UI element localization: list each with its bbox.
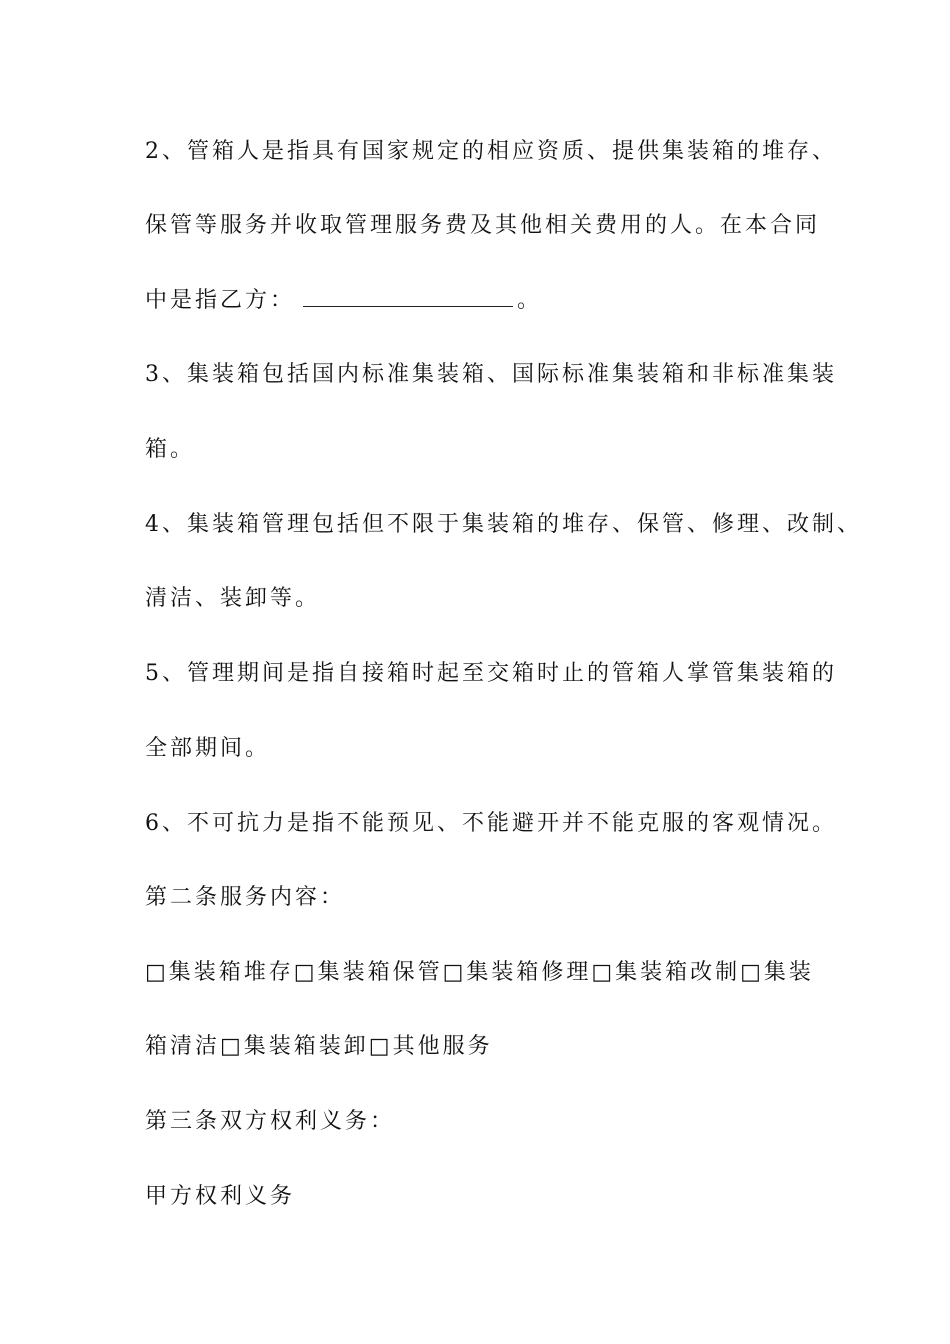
paragraph-line: 箱。 bbox=[145, 437, 196, 462]
paragraph-line: □集装箱堆存□集装箱保管□集装箱修理□集装箱改制□集装 bbox=[145, 960, 814, 985]
paragraph-line: 箱清洁□集装箱装卸□其他服务 bbox=[145, 1034, 493, 1059]
party-b-line bbox=[145, 286, 542, 316]
fill-in-blank bbox=[303, 288, 513, 307]
paragraph-line: 保管等服务并收取管理服务费及其他相关费用的人。在本合同 bbox=[145, 213, 821, 238]
section-heading: 第二条服务内容： bbox=[145, 885, 346, 910]
paragraph-line: 6、不可抗力是指不能预见、不能避开并不能克服的客观情况。 bbox=[145, 811, 837, 836]
party-b-prefix: 中是指乙方： bbox=[145, 288, 296, 313]
paragraph-line: 清洁、装卸等。 bbox=[145, 586, 321, 611]
party-b-suffix: 。 bbox=[517, 288, 543, 313]
paragraph-line: 全部期间。 bbox=[145, 736, 271, 761]
section-heading: 第三条双方权利义务： bbox=[145, 1109, 396, 1134]
subsection-heading: 甲方权利义务 bbox=[145, 1184, 296, 1209]
paragraph-line: 2、管箱人是指具有国家规定的相应资质、提供集装箱的堆存、 bbox=[145, 139, 837, 164]
paragraph-line: 4、集装箱管理包括但不限于集装箱的堆存、保管、修理、改制、 bbox=[145, 512, 862, 537]
paragraph-line: 5、管理期间是指自接箱时起至交箱时止的管箱人掌管集装箱的 bbox=[145, 661, 837, 686]
paragraph-line: 3、集装箱包括国内标准集装箱、国际标准集装箱和非标准集装 bbox=[145, 362, 837, 387]
